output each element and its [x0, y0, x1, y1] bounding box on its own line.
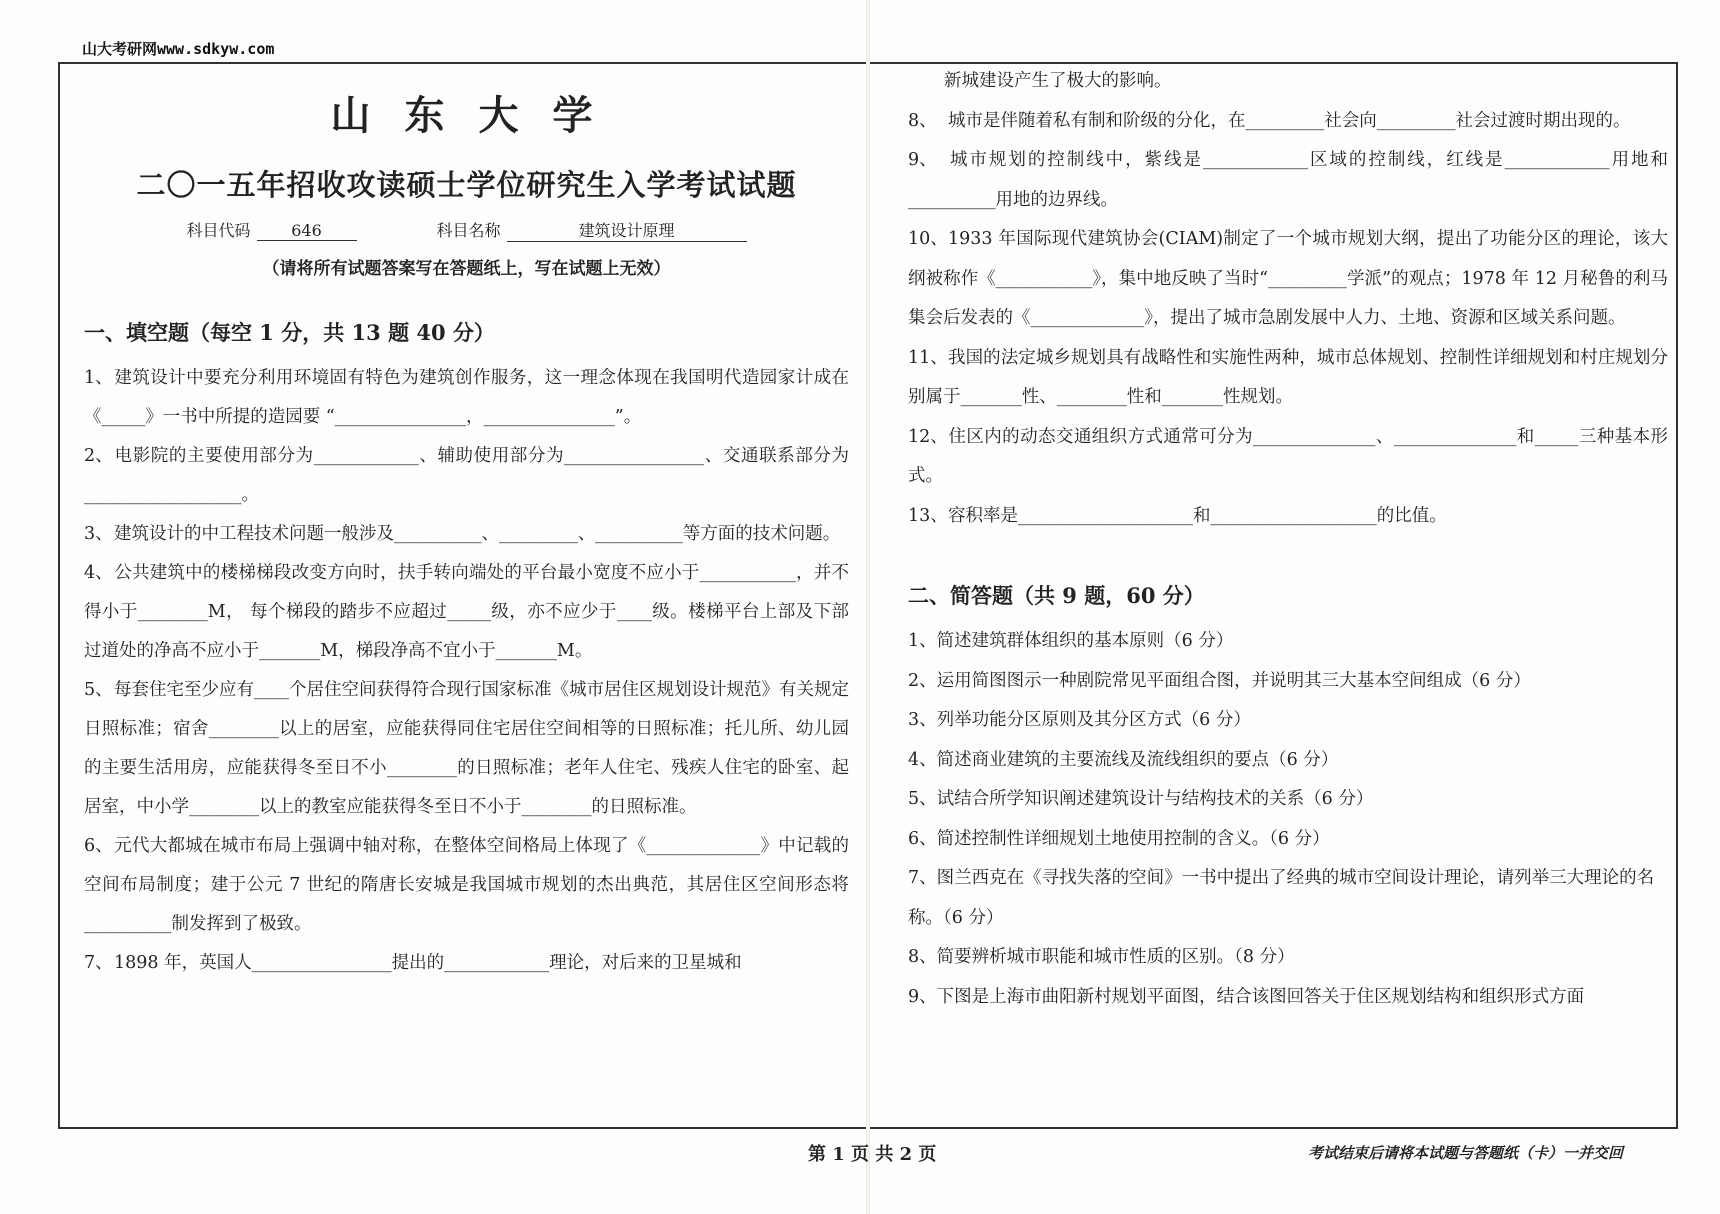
question-text: 城市是伴随着私有制和阶级的分化，在_________社会向_________社会过渡时期出现的。 — [948, 110, 1631, 131]
subject-code-group — [186, 218, 356, 242]
short-answer-question: 1、简述建筑群体组织的基本原则（6 分） — [908, 631, 1234, 651]
question-text: 电影院的主要使用部分为____________、辅助使用部分为________________、交通联系部分为__________________。 — [84, 446, 849, 505]
subject-code-value: 646 — [257, 221, 357, 241]
question-number: 6、 — [84, 836, 113, 856]
page-fold — [866, 0, 870, 1214]
subject-line — [84, 218, 849, 242]
question-item — [84, 944, 849, 983]
right-column — [908, 62, 1668, 1017]
question-item — [908, 339, 1668, 418]
question-text: 每套住宅至少应有____个居住空间获得符合现行国家标准《城市居住区规划设计规范》有关规定日照标准；宿舍________以上的居室，应能获得同住宅居住空间相等的日照标准；托儿所、幼儿园的主要生活用房，应能获得冬至日不小________的日照标准；老年人住宅、残疾人住宅的卧室、起居室，中小学________以上的教室应能获得冬至日不小于________的日照标准。 — [84, 680, 849, 817]
question-text: 公共建筑中的楼梯梯段改变方向时，扶手转向端处的平台最小宽度不应小于___________，并不得小于________M， 每个梯段的踏步不应超过_____级，亦不应少于____级。楼梯平台上部及下部过道处的净高不应小于_______M，梯段净高不宜小于_______M。 — [84, 563, 849, 661]
subject-name-value: 建筑设计原理 — [507, 218, 747, 242]
subject-code-label: 科目代码 — [186, 221, 251, 240]
question-number: 9、 — [908, 150, 937, 170]
question-text: 我国的法定城乡规划具有战略性和实施性两种，城市总体规划、控制性详细规划和村庄规划分别属于_______性、________性和_______性规划。 — [908, 347, 1668, 407]
question-text: 1933 年国际现代建筑协会(CIAM)制定了一个城市规划大纲，提出了功能分区的理论，该大纲被称作《___________》，集中地反映了当时“_________学派”的观点；1978 年 12 月秘鲁的利马集会后发表的《_____________》，提出了城市急剧发展中人力、土地、资源和区域关系问题。 — [908, 229, 1668, 328]
question-number: 1、 — [84, 368, 113, 388]
question-item — [84, 554, 849, 671]
section1-title: 一、填空题（每空 1 分，共 13 题 40 分） — [84, 320, 495, 345]
question-number: 11、 — [908, 347, 948, 368]
short-answer-question: 6、简述控制性详细规划土地使用控制的含义。（6 分） — [908, 828, 1330, 849]
question-text: 元代大都城在城市布局上强调中轴对称，在整体空间格局上体现了《_____________》中记载的空间布局制度；建于公元 7 世纪的隋唐长安城是我国城市规划的杰出典范，其居住区空间形态将__________制发挥到了极致。 — [84, 836, 849, 934]
footer-instruction: 考试结束后请将本试题与答题纸（卡）一并交回 — [1308, 1144, 1624, 1162]
question-text: 建筑设计中要充分利用环境固有特色为建筑创作服务，这一理念体现在我国明代造园家计成在《_____》一书中所提的造园要 “_______________，_______________”。 — [84, 368, 849, 427]
question-text: 城市规划的控制线中，紫线是____________区域的控制线，红线是____________用地和__________用地的边界线。 — [908, 150, 1668, 210]
short-answer-question: 5、试结合所学知识阐述建筑设计与结构技术的关系（6 分） — [908, 789, 1374, 809]
question-item — [908, 102, 1668, 142]
short-answer-question: 9、下图是上海市曲阳新村规划平面图，结合该图回答关于住区规划结构和组织形式方面 — [908, 986, 1585, 1007]
q7-continuation: 新城建设产生了极大的影响。 — [944, 71, 1172, 91]
university-title: 山东大学 — [330, 92, 627, 139]
question-item — [908, 418, 1668, 497]
right-question-list — [908, 102, 1668, 537]
short-answer-question: 7、图兰西克在《寻找失落的空间》一书中提出了经典的城市空间设计理论，请列举三大理论的名称。（6 分） — [908, 868, 1655, 928]
page-number: 第 1 页 共 2 页 — [808, 1144, 937, 1165]
question-item — [908, 497, 1668, 537]
question-number: 3、 — [84, 524, 113, 544]
question-item — [84, 515, 849, 554]
short-answer-question: 2、运用简图图示一种剧院常见平面组合图，并说明其三大基本空间组成（6 分） — [908, 670, 1531, 691]
question-text: 1898 年，英国人________________提出的____________理论，对后来的卫星城和 — [114, 953, 742, 973]
watermark-text: 山大考研网www.sdkyw.com — [82, 40, 275, 58]
exam-title: 二〇一五年招收攻读硕士学位研究生入学考试试题 — [136, 168, 797, 202]
left-column — [84, 62, 849, 983]
question-item — [84, 437, 849, 515]
question-text: 容积率是____________________和___________________的比值。 — [948, 505, 1447, 526]
question-item — [84, 359, 849, 437]
question-number: 4、 — [84, 563, 113, 583]
left-question-list — [84, 359, 849, 983]
question-item — [84, 671, 849, 827]
question-number: 2、 — [84, 446, 113, 466]
subject-name-label: 科目名称 — [436, 221, 501, 240]
question-number: 13、 — [908, 505, 948, 526]
question-item — [908, 141, 1668, 220]
short-answer-question: 8、简要辨析城市职能和城市性质的区别。（8 分） — [908, 947, 1295, 967]
question-number: 10、 — [908, 229, 948, 249]
short-answer-list — [908, 622, 1668, 1017]
question-number: 12、 — [908, 426, 948, 447]
subject-name-group — [437, 218, 747, 242]
section2-title: 二、简答题（共 9 题，60 分） — [908, 583, 1205, 608]
short-answer-question: 3、列举功能分区原则及其分区方式（6 分） — [908, 710, 1251, 730]
question-item — [908, 220, 1668, 339]
exam-note: （请将所有试题答案写在答题纸上，写在试题上无效） — [262, 259, 671, 279]
question-number: 7、 — [84, 953, 113, 973]
short-answer-question: 4、简述商业建筑的主要流线及流线组织的要点（6 分） — [908, 749, 1339, 770]
question-item — [84, 827, 849, 944]
question-text: 建筑设计的中工程技术问题一般涉及__________、_________、__________等方面的技术问题。 — [114, 524, 841, 544]
question-number: 5、 — [84, 680, 113, 700]
question-text: 住区内的动态交通组织方式通常可分为______________、______________和_____三种基本形式。 — [908, 426, 1668, 486]
question-number: 8、 — [908, 110, 937, 131]
